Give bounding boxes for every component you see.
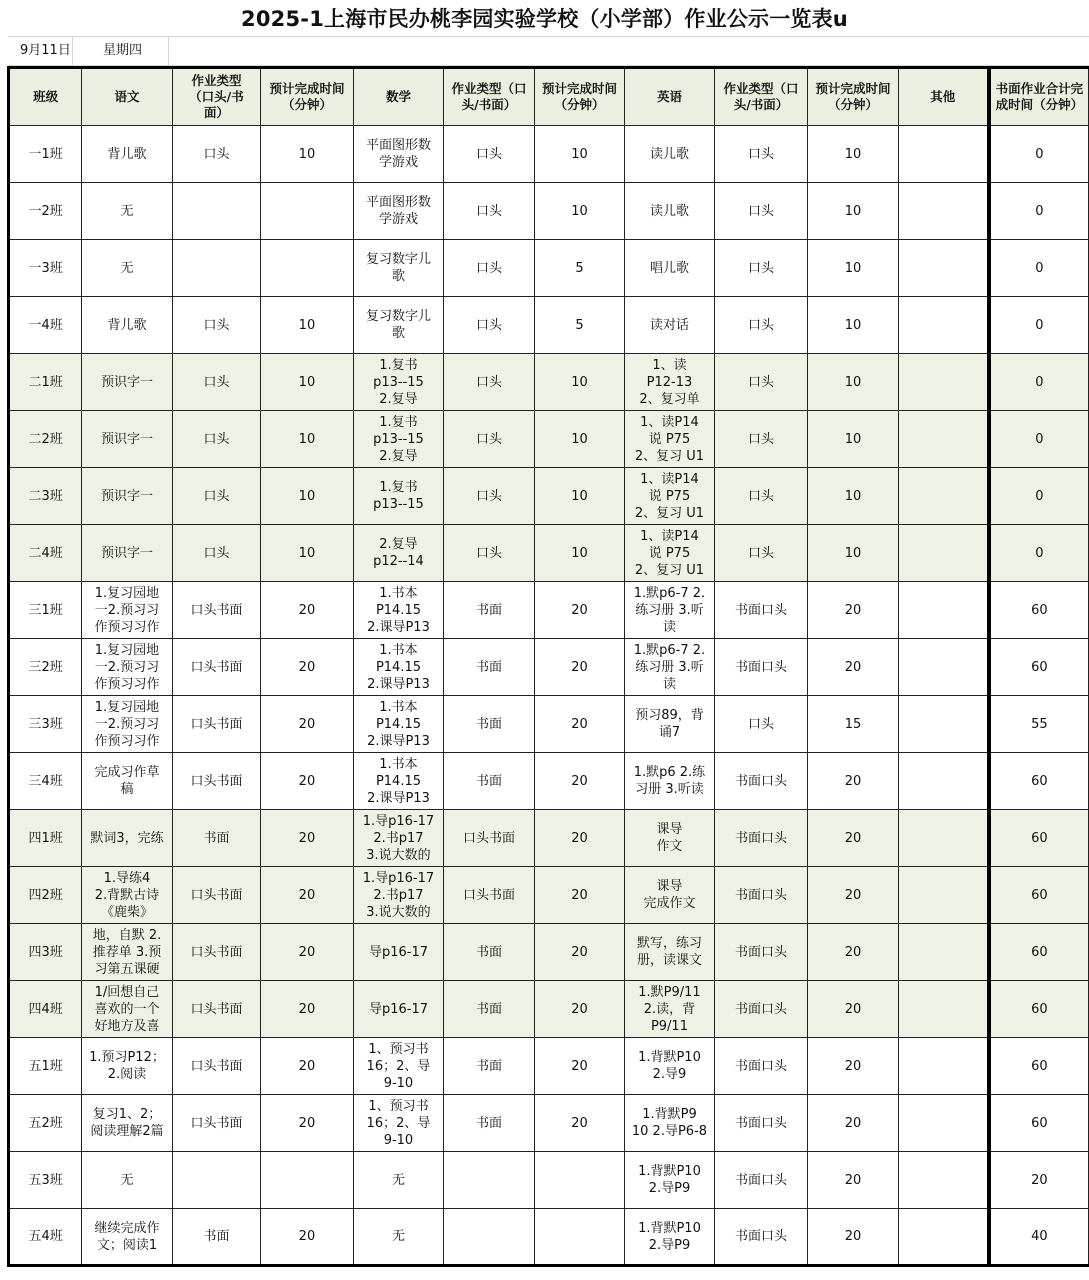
- english-type-cell: 书面口头: [714, 753, 808, 810]
- math-task-cell: 1.导p16-17 2.书p17 3.说大数的: [353, 810, 444, 867]
- chinese-task-cell: 预识字一: [82, 468, 173, 525]
- math-task-cell: 平面图形数 学游戏: [353, 183, 444, 240]
- class-cell: 三3班: [9, 696, 82, 753]
- english-type-cell: 口头: [714, 468, 808, 525]
- chinese-time-cell: 10: [261, 525, 354, 582]
- math-time-cell: 10: [534, 411, 625, 468]
- english-task-cell: 1.默p6-7 2. 练习册 3.听 读: [625, 639, 714, 696]
- other-cell: [898, 297, 989, 354]
- math-time-cell: 20: [534, 639, 625, 696]
- chinese-type-cell: 口头书面: [172, 981, 260, 1038]
- table-row: [9, 924, 1089, 981]
- total-time-cell: 20: [989, 1152, 1089, 1209]
- chinese-type-cell: 口头书面: [172, 639, 260, 696]
- chinese-type-cell: 口头: [172, 354, 260, 411]
- english-type-cell: 书面口头: [714, 1038, 808, 1095]
- header-total: 书面作业合计完 成时间（分钟）: [989, 68, 1089, 126]
- homework-table: [7, 66, 1089, 1267]
- total-time-cell: 0: [989, 525, 1089, 582]
- math-task-cell: 复习数字儿 歌: [353, 240, 444, 297]
- chinese-time-cell: [261, 1152, 354, 1209]
- english-task-cell: 1.默p6-7 2. 练习册 3.听 读: [625, 582, 714, 639]
- english-time-cell: 10: [808, 354, 899, 411]
- math-time-cell: 10: [534, 183, 625, 240]
- chinese-task-cell: 完成习作草 稿: [82, 753, 173, 810]
- chinese-time-cell: 10: [261, 126, 354, 183]
- table-row: [9, 1038, 1089, 1095]
- math-type-cell: 书面: [444, 981, 535, 1038]
- math-type-cell: 书面: [444, 639, 535, 696]
- math-type-cell: 口头: [444, 297, 535, 354]
- total-time-cell: 60: [989, 639, 1089, 696]
- class-cell: 五2班: [9, 1095, 82, 1152]
- english-task-cell: 1、读P14 说 P75 2、复习 U1: [625, 411, 714, 468]
- header-math: 数学: [353, 68, 444, 126]
- total-time-cell: 60: [989, 810, 1089, 867]
- english-type-cell: 书面口头: [714, 1209, 808, 1266]
- total-time-cell: 55: [989, 696, 1089, 753]
- header-math-type: 作业类型（口 头/书面）: [444, 68, 535, 126]
- total-time-cell: 0: [989, 183, 1089, 240]
- chinese-task-cell: 默词3，完练: [82, 810, 173, 867]
- english-task-cell: 预习89，背 诵7: [625, 696, 714, 753]
- english-type-cell: 书面口头: [714, 810, 808, 867]
- chinese-time-cell: 20: [261, 1209, 354, 1266]
- math-type-cell: 口头书面: [444, 810, 535, 867]
- math-task-cell: 1.导p16-17 2.书p17 3.说大数的: [353, 867, 444, 924]
- english-time-cell: 20: [808, 1152, 899, 1209]
- english-type-cell: 书面口头: [714, 981, 808, 1038]
- total-time-cell: 60: [989, 867, 1089, 924]
- table-row: [9, 1152, 1089, 1209]
- math-type-cell: 口头: [444, 525, 535, 582]
- english-time-cell: 20: [808, 981, 899, 1038]
- english-task-cell: 默写，练习 册，读课文: [625, 924, 714, 981]
- math-type-cell: 书面: [444, 753, 535, 810]
- english-task-cell: 1、读P14 说 P75 2、复习 U1: [625, 468, 714, 525]
- other-cell: [898, 240, 989, 297]
- header-class: 班级: [9, 68, 82, 126]
- english-task-cell: 1、读P14 说 P75 2、复习 U1: [625, 525, 714, 582]
- english-type-cell: 口头: [714, 240, 808, 297]
- header-english-time: 预计完成时间 （分钟）: [808, 68, 899, 126]
- chinese-task-cell: 1.复习园地 一2.预习习 作预习习作: [82, 639, 173, 696]
- math-task-cell: 1.书本 P14.15 2.课导P13: [353, 753, 444, 810]
- other-cell: [898, 411, 989, 468]
- english-task-cell: 1.背默P9 10 2.导P6-8: [625, 1095, 714, 1152]
- english-task-cell: 1、读 P12-13 2、复习单: [625, 354, 714, 411]
- chinese-type-cell: 口头: [172, 297, 260, 354]
- chinese-task-cell: 预识字一: [82, 354, 173, 411]
- other-cell: [898, 1038, 989, 1095]
- class-cell: 五3班: [9, 1152, 82, 1209]
- chinese-time-cell: 10: [261, 468, 354, 525]
- chinese-task-cell: 1.复习园地 一2.预习习 作预习习作: [82, 696, 173, 753]
- chinese-type-cell: 口头书面: [172, 582, 260, 639]
- chinese-type-cell: 口头: [172, 126, 260, 183]
- math-type-cell: 书面: [444, 1038, 535, 1095]
- math-type-cell: 口头: [444, 411, 535, 468]
- chinese-task-cell: 背儿歌: [82, 126, 173, 183]
- table-row: [9, 525, 1089, 582]
- chinese-task-cell: 背儿歌: [82, 297, 173, 354]
- math-type-cell: 口头: [444, 183, 535, 240]
- class-cell: 一3班: [9, 240, 82, 297]
- english-type-cell: 口头: [714, 354, 808, 411]
- english-type-cell: 书面口头: [714, 639, 808, 696]
- math-task-cell: 复习数字儿 歌: [353, 297, 444, 354]
- class-cell: 二1班: [9, 354, 82, 411]
- math-time-cell: 10: [534, 354, 625, 411]
- class-cell: 四1班: [9, 810, 82, 867]
- math-type-cell: 口头: [444, 240, 535, 297]
- total-time-cell: 0: [989, 354, 1089, 411]
- math-task-cell: 1.书本 P14.15 2.课导P13: [353, 696, 444, 753]
- math-time-cell: 5: [534, 240, 625, 297]
- chinese-type-cell: [172, 240, 260, 297]
- english-type-cell: 书面口头: [714, 582, 808, 639]
- header-other: 其他: [898, 68, 989, 126]
- english-time-cell: 10: [808, 126, 899, 183]
- math-type-cell: 口头: [444, 468, 535, 525]
- english-time-cell: 10: [808, 240, 899, 297]
- english-task-cell: 1.背默P10 2.导P9: [625, 1152, 714, 1209]
- chinese-time-cell: 20: [261, 810, 354, 867]
- english-time-cell: 10: [808, 411, 899, 468]
- math-type-cell: [444, 1209, 535, 1266]
- math-time-cell: 5: [534, 297, 625, 354]
- math-type-cell: 口头: [444, 354, 535, 411]
- class-cell: 五4班: [9, 1209, 82, 1266]
- english-type-cell: 口头: [714, 696, 808, 753]
- table-row: [9, 639, 1089, 696]
- math-time-cell: 20: [534, 582, 625, 639]
- math-type-cell: [444, 1152, 535, 1209]
- class-cell: 一4班: [9, 297, 82, 354]
- other-cell: [898, 867, 989, 924]
- class-cell: 三1班: [9, 582, 82, 639]
- class-cell: 四3班: [9, 924, 82, 981]
- chinese-time-cell: 20: [261, 696, 354, 753]
- total-time-cell: 60: [989, 582, 1089, 639]
- chinese-type-cell: 口头书面: [172, 1038, 260, 1095]
- table-row: [9, 1209, 1089, 1266]
- math-time-cell: 10: [534, 126, 625, 183]
- total-time-cell: 40: [989, 1209, 1089, 1266]
- other-cell: [898, 126, 989, 183]
- english-time-cell: 20: [808, 1038, 899, 1095]
- english-time-cell: 20: [808, 639, 899, 696]
- other-cell: [898, 582, 989, 639]
- other-cell: [898, 753, 989, 810]
- chinese-time-cell: 20: [261, 582, 354, 639]
- english-type-cell: 书面口头: [714, 924, 808, 981]
- chinese-task-cell: 无: [82, 240, 173, 297]
- other-cell: [898, 1152, 989, 1209]
- other-cell: [898, 810, 989, 867]
- chinese-time-cell: [261, 183, 354, 240]
- chinese-time-cell: 20: [261, 981, 354, 1038]
- total-time-cell: 60: [989, 753, 1089, 810]
- chinese-task-cell: 1.导练4 2.背默古诗 《鹿柴》: [82, 867, 173, 924]
- class-cell: 三2班: [9, 639, 82, 696]
- date-bar: [8, 36, 1089, 66]
- english-time-cell: 20: [808, 1095, 899, 1152]
- total-time-cell: 0: [989, 240, 1089, 297]
- class-cell: 三4班: [9, 753, 82, 810]
- chinese-type-cell: 口头书面: [172, 753, 260, 810]
- math-time-cell: 20: [534, 1038, 625, 1095]
- math-time-cell: 20: [534, 753, 625, 810]
- english-type-cell: 口头: [714, 183, 808, 240]
- math-time-cell: 20: [534, 1095, 625, 1152]
- math-time-cell: 20: [534, 696, 625, 753]
- class-cell: 二3班: [9, 468, 82, 525]
- table-row: [9, 240, 1089, 297]
- total-time-cell: 0: [989, 126, 1089, 183]
- math-type-cell: 书面: [444, 696, 535, 753]
- chinese-task-cell: 继续完成作 文；阅读1: [82, 1209, 173, 1266]
- other-cell: [898, 981, 989, 1038]
- english-task-cell: 读对话: [625, 297, 714, 354]
- header-row: [9, 68, 1089, 126]
- class-cell: 四2班: [9, 867, 82, 924]
- table-row: [9, 696, 1089, 753]
- math-task-cell: 2.复导 p12--14: [353, 525, 444, 582]
- english-time-cell: 20: [808, 867, 899, 924]
- table-row: [9, 354, 1089, 411]
- chinese-type-cell: 口头书面: [172, 867, 260, 924]
- math-type-cell: 书面: [444, 924, 535, 981]
- chinese-time-cell: 20: [261, 1095, 354, 1152]
- math-task-cell: 1.复书 p13--15: [353, 468, 444, 525]
- chinese-time-cell: 20: [261, 924, 354, 981]
- english-task-cell: 1.背默P10 2.导P9: [625, 1209, 714, 1266]
- english-task-cell: 1.默P9/11 2.读，背 P9/11: [625, 981, 714, 1038]
- english-time-cell: 20: [808, 582, 899, 639]
- total-time-cell: 0: [989, 468, 1089, 525]
- total-time-cell: 60: [989, 924, 1089, 981]
- chinese-task-cell: 1.复习园地 一2.预习习 作预习习作: [82, 582, 173, 639]
- english-task-cell: 1.背默P10 2.导9: [625, 1038, 714, 1095]
- class-cell: 一2班: [9, 183, 82, 240]
- math-task-cell: 无: [353, 1152, 444, 1209]
- english-time-cell: 10: [808, 297, 899, 354]
- table-row: [9, 126, 1089, 183]
- english-time-cell: 10: [808, 525, 899, 582]
- chinese-time-cell: 20: [261, 867, 354, 924]
- class-cell: 五1班: [9, 1038, 82, 1095]
- english-time-cell: 10: [808, 468, 899, 525]
- chinese-task-cell: 地，自默 2. 推荐单 3.预 习第五课硬: [82, 924, 173, 981]
- chinese-task-cell: 无: [82, 183, 173, 240]
- table-row: [9, 468, 1089, 525]
- chinese-task-cell: 1/回想自己 喜欢的一个 好地方及喜: [82, 981, 173, 1038]
- class-cell: 二4班: [9, 525, 82, 582]
- math-task-cell: 1.书本 P14.15 2.课导P13: [353, 639, 444, 696]
- table-row: [9, 411, 1089, 468]
- chinese-time-cell: 10: [261, 297, 354, 354]
- total-time-cell: 60: [989, 1038, 1089, 1095]
- chinese-time-cell: 10: [261, 411, 354, 468]
- header-chinese-time: 预计完成时间 （分钟）: [261, 68, 354, 126]
- chinese-time-cell: 20: [261, 639, 354, 696]
- english-type-cell: 口头: [714, 411, 808, 468]
- english-task-cell: 1.默p6 2.练 习册 3.听读: [625, 753, 714, 810]
- math-time-cell: 10: [534, 468, 625, 525]
- other-cell: [898, 468, 989, 525]
- class-cell: 一1班: [9, 126, 82, 183]
- table-row: [9, 1095, 1089, 1152]
- chinese-time-cell: 20: [261, 1038, 354, 1095]
- chinese-type-cell: 书面: [172, 1209, 260, 1266]
- chinese-time-cell: 20: [261, 753, 354, 810]
- chinese-task-cell: 无: [82, 1152, 173, 1209]
- english-type-cell: 口头: [714, 525, 808, 582]
- math-time-cell: 20: [534, 981, 625, 1038]
- math-type-cell: 书面: [444, 582, 535, 639]
- english-time-cell: 15: [808, 696, 899, 753]
- chinese-type-cell: 口头书面: [172, 696, 260, 753]
- table-row: [9, 981, 1089, 1038]
- other-cell: [898, 1209, 989, 1266]
- divider: [72, 37, 73, 65]
- math-task-cell: 无: [353, 1209, 444, 1266]
- table-row: [9, 297, 1089, 354]
- other-cell: [898, 1095, 989, 1152]
- chinese-time-cell: 10: [261, 354, 354, 411]
- math-task-cell: 1、预习书 16；2、导 9-10: [353, 1038, 444, 1095]
- chinese-type-cell: 书面: [172, 810, 260, 867]
- other-cell: [898, 639, 989, 696]
- chinese-task-cell: 复习1、2； 阅读理解2篇: [82, 1095, 173, 1152]
- math-time-cell: 20: [534, 867, 625, 924]
- chinese-task-cell: 1.预习P12； 2.阅读: [82, 1038, 173, 1095]
- chinese-type-cell: 口头书面: [172, 1095, 260, 1152]
- table-row: [9, 183, 1089, 240]
- chinese-type-cell: 口头: [172, 525, 260, 582]
- header-chinese-type: 作业类型 （口头/书 面）: [172, 68, 260, 126]
- divider: [168, 37, 169, 65]
- math-type-cell: 书面: [444, 1095, 535, 1152]
- english-task-cell: 课导 完成作文: [625, 867, 714, 924]
- math-task-cell: 1.复书 p13--15 2.复导: [353, 411, 444, 468]
- math-task-cell: 1.书本 P14.15 2.课导P13: [353, 582, 444, 639]
- chinese-type-cell: [172, 183, 260, 240]
- table-row: [9, 582, 1089, 639]
- date-label: 9月11日: [20, 43, 71, 58]
- english-type-cell: 书面口头: [714, 867, 808, 924]
- other-cell: [898, 924, 989, 981]
- english-task-cell: 读儿歌: [625, 183, 714, 240]
- total-time-cell: 60: [989, 981, 1089, 1038]
- header-english: 英语: [625, 68, 714, 126]
- other-cell: [898, 183, 989, 240]
- chinese-type-cell: 口头: [172, 411, 260, 468]
- weekday-label: 星期四: [103, 43, 143, 58]
- math-task-cell: 1.复书 p13--15 2.复导: [353, 354, 444, 411]
- math-task-cell: 平面图形数 学游戏: [353, 126, 444, 183]
- table-row: [9, 753, 1089, 810]
- chinese-time-cell: [261, 240, 354, 297]
- english-time-cell: 20: [808, 924, 899, 981]
- chinese-type-cell: [172, 1152, 260, 1209]
- english-time-cell: 20: [808, 810, 899, 867]
- class-cell: 四4班: [9, 981, 82, 1038]
- english-type-cell: 书面口头: [714, 1152, 808, 1209]
- english-task-cell: 唱儿歌: [625, 240, 714, 297]
- english-time-cell: 20: [808, 1209, 899, 1266]
- english-task-cell: 读儿歌: [625, 126, 714, 183]
- math-task-cell: 导p16-17: [353, 924, 444, 981]
- math-task-cell: 导p16-17: [353, 981, 444, 1038]
- total-time-cell: 0: [989, 411, 1089, 468]
- other-cell: [898, 696, 989, 753]
- english-time-cell: 10: [808, 183, 899, 240]
- header-chinese: 语文: [82, 68, 173, 126]
- header-math-time: 预计完成时间 （分钟）: [534, 68, 625, 126]
- math-type-cell: 口头: [444, 126, 535, 183]
- chinese-type-cell: 口头: [172, 468, 260, 525]
- english-task-cell: 课导 作文: [625, 810, 714, 867]
- math-time-cell: 10: [534, 525, 625, 582]
- math-time-cell: [534, 1209, 625, 1266]
- math-task-cell: 1、预习书 16；2、导 9-10: [353, 1095, 444, 1152]
- english-time-cell: 20: [808, 753, 899, 810]
- table-row: [9, 867, 1089, 924]
- total-time-cell: 60: [989, 1095, 1089, 1152]
- math-type-cell: 口头书面: [444, 867, 535, 924]
- table-row: [9, 810, 1089, 867]
- math-time-cell: [534, 1152, 625, 1209]
- chinese-task-cell: 预识字一: [82, 525, 173, 582]
- chinese-type-cell: 口头书面: [172, 924, 260, 981]
- english-type-cell: 书面口头: [714, 1095, 808, 1152]
- page-title: 2025-1上海市民办桃李园实验学校（小学部）作业公示一览表u: [241, 7, 848, 31]
- math-time-cell: 20: [534, 810, 625, 867]
- other-cell: [898, 525, 989, 582]
- header-english-type: 作业类型（口 头/书面）: [714, 68, 808, 126]
- class-cell: 二2班: [9, 411, 82, 468]
- chinese-task-cell: 预识字一: [82, 411, 173, 468]
- english-type-cell: 口头: [714, 297, 808, 354]
- other-cell: [898, 354, 989, 411]
- english-type-cell: 口头: [714, 126, 808, 183]
- total-time-cell: 0: [989, 297, 1089, 354]
- math-time-cell: 20: [534, 924, 625, 981]
